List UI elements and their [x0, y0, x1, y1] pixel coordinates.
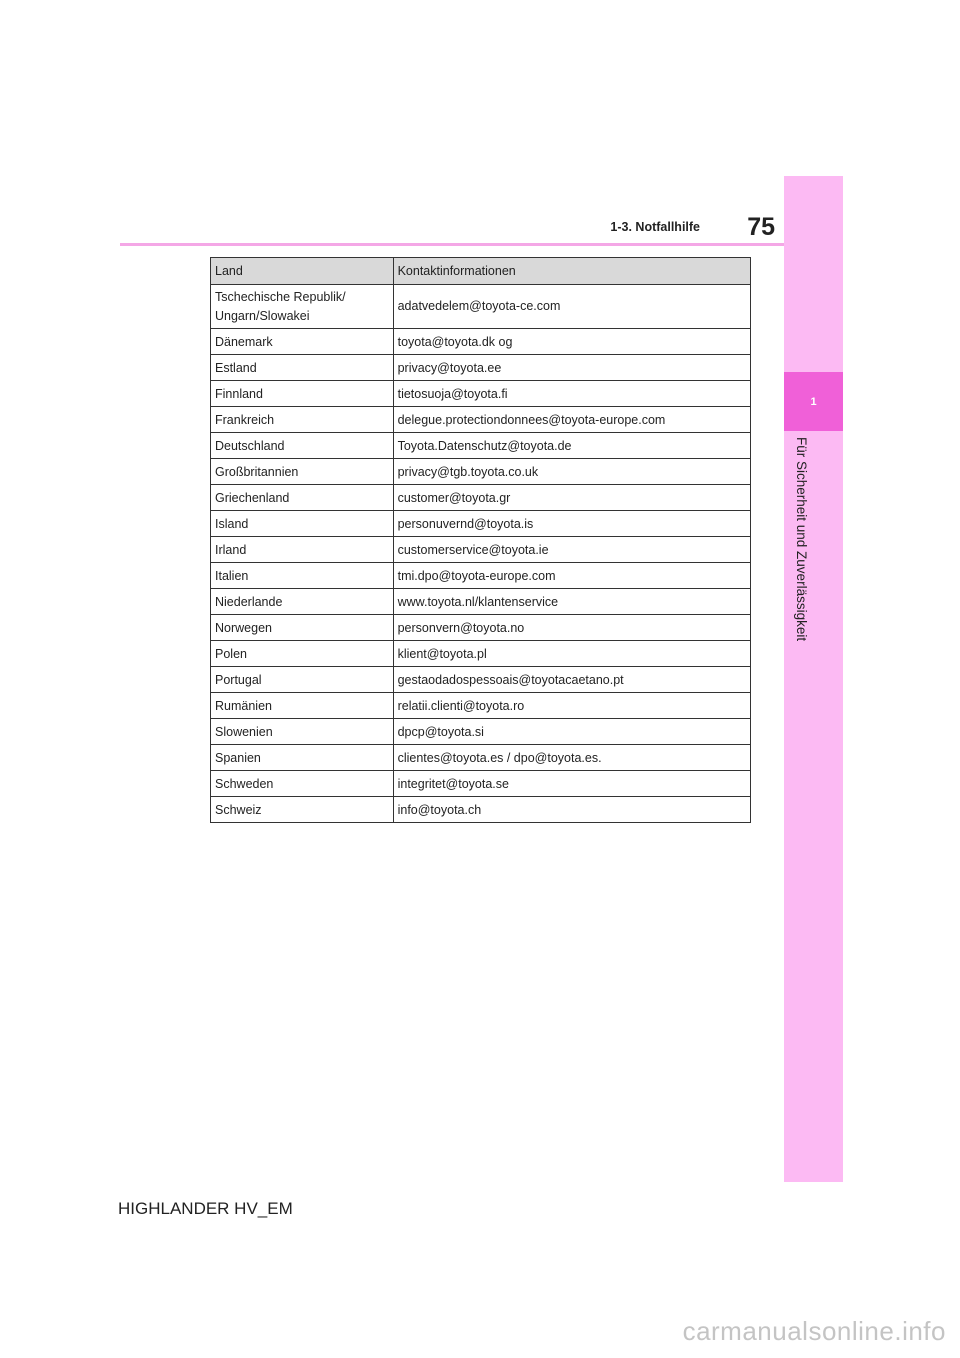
table-row — [211, 693, 751, 719]
country-cell: Griechenland — [211, 485, 394, 511]
section-title: 1-3. Notfallhilfe — [610, 220, 700, 234]
country-cell: Portugal — [211, 667, 394, 693]
contact-cell: personuvernd@toyota.is — [393, 511, 750, 537]
column-header-land: Land — [211, 258, 394, 285]
table-row — [211, 381, 751, 407]
table-row — [211, 537, 751, 563]
table-row — [211, 641, 751, 667]
contact-cell: relatii.clienti@toyota.ro — [393, 693, 750, 719]
country-cell: Schweiz — [211, 797, 394, 823]
table-row — [211, 719, 751, 745]
country-cell: Rumänien — [211, 693, 394, 719]
contact-cell: dpcp@toyota.si — [393, 719, 750, 745]
chapter-tab[interactable] — [784, 372, 843, 431]
country-cell: Finnland — [211, 381, 394, 407]
table-row — [211, 797, 751, 823]
country-cell: Island — [211, 511, 394, 537]
chapter-number: 1 — [810, 395, 817, 408]
table-row — [211, 285, 751, 329]
country-cell: Schweden — [211, 771, 394, 797]
contact-cell: toyota@toyota.dk og — [393, 329, 750, 355]
contact-cell: gestaodadospessoais@toyotacaetano.pt — [393, 667, 750, 693]
contact-cell: www.toyota.nl/klantenservice — [393, 589, 750, 615]
country-cell: Italien — [211, 563, 394, 589]
contact-table — [210, 257, 751, 823]
page-number: 75 — [747, 213, 775, 241]
country-cell: Spanien — [211, 745, 394, 771]
table-row — [211, 459, 751, 485]
contact-cell: tietosuoja@toyota.fi — [393, 381, 750, 407]
model-footer: HIGHLANDER HV_EM — [118, 1199, 293, 1218]
table-row — [211, 407, 751, 433]
table-row — [211, 771, 751, 797]
country-cell: Estland — [211, 355, 394, 381]
chapter-title-text: Für Sicherheit und Zuverlässigkeit — [794, 437, 809, 642]
contact-cell: integritet@toyota.se — [393, 771, 750, 797]
chapter-title — [795, 437, 809, 657]
contact-cell: privacy@toyota.ee — [393, 355, 750, 381]
chapter-side-strip — [784, 176, 843, 1182]
country-cell: Irland — [211, 537, 394, 563]
table-row — [211, 433, 751, 459]
contact-cell: info@toyota.ch — [393, 797, 750, 823]
contact-cell: customerservice@toyota.ie — [393, 537, 750, 563]
table-row — [211, 667, 751, 693]
table-row — [211, 329, 751, 355]
contact-cell: personvern@toyota.no — [393, 615, 750, 641]
country-cell: Dänemark — [211, 329, 394, 355]
country-cell: Niederlande — [211, 589, 394, 615]
table-row — [211, 615, 751, 641]
country-cell: Slowenien — [211, 719, 394, 745]
table-body — [211, 285, 751, 823]
contact-cell: privacy@tgb.toyota.co.uk — [393, 459, 750, 485]
table-row — [211, 563, 751, 589]
contact-cell: clientes@toyota.es / dpo@toyota.es. — [393, 745, 750, 771]
country-cell: Großbritannien — [211, 459, 394, 485]
country-cell: Tschechische Republik/ Ungarn/Slowakei — [211, 285, 394, 329]
contact-cell: adatvedelem@toyota-ce.com — [393, 285, 750, 329]
contact-cell: Toyota.Datenschutz@toyota.de — [393, 433, 750, 459]
country-cell: Deutschland — [211, 433, 394, 459]
table-header-row — [211, 258, 751, 285]
table-row — [211, 511, 751, 537]
column-header-contact: Kontaktinformationen — [393, 258, 750, 285]
header-divider — [120, 243, 784, 246]
table-row — [211, 485, 751, 511]
contact-cell: klient@toyota.pl — [393, 641, 750, 667]
watermark: carmanualsonline.info — [682, 1316, 946, 1346]
table-row — [211, 745, 751, 771]
contact-cell: delegue.protectiondonnees@toyota-europe.com — [393, 407, 750, 433]
table-row — [211, 589, 751, 615]
contact-cell: tmi.dpo@toyota-europe.com — [393, 563, 750, 589]
contact-cell: customer@toyota.gr — [393, 485, 750, 511]
country-cell: Polen — [211, 641, 394, 667]
country-cell: Frankreich — [211, 407, 394, 433]
table-row — [211, 355, 751, 381]
country-cell: Norwegen — [211, 615, 394, 641]
